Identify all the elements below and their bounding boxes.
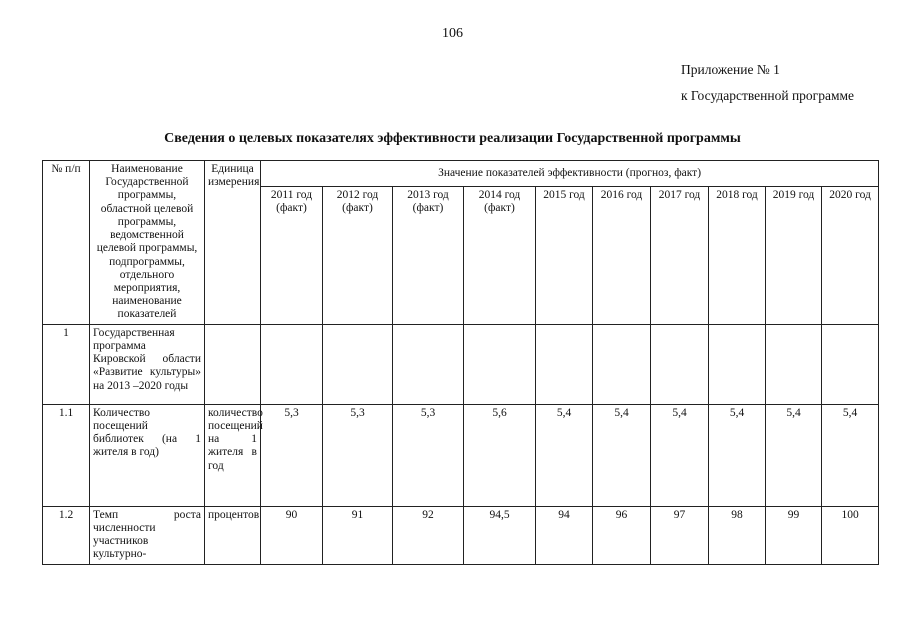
row-value xyxy=(709,324,766,404)
row-name: Количество посещений библиотек (на 1 жителя в год) xyxy=(90,404,205,506)
row-unit: количество посещений на 1 жителя в год xyxy=(205,404,261,506)
row-value xyxy=(822,324,879,404)
row-value xyxy=(593,324,651,404)
row-value xyxy=(393,324,464,404)
indicators-table xyxy=(42,160,879,565)
row-value: 92 xyxy=(393,506,464,564)
document-title: Сведения о целевых показателях эффективности реализации Государственной программы xyxy=(164,131,741,146)
row-value: 5,4 xyxy=(709,404,766,506)
row-value: 5,4 xyxy=(651,404,709,506)
row-value xyxy=(464,324,536,404)
header-name: Наименование Государственной программы, областной целевой программы, ведомственной целевой программы, подпрограммы, отдельного мероприятия, наименование показателей xyxy=(90,161,205,325)
header-number: № п/п xyxy=(43,161,90,325)
row-value xyxy=(766,324,822,404)
header-year: 2018 год xyxy=(709,187,766,325)
row-value: 97 xyxy=(651,506,709,564)
table-row xyxy=(43,324,879,404)
header-year: 2011 год (факт) xyxy=(261,187,323,325)
row-value: 5,4 xyxy=(766,404,822,506)
header-unit: Единица измерения xyxy=(205,161,261,325)
row-number: 1 xyxy=(43,324,90,404)
row-value: 5,4 xyxy=(822,404,879,506)
row-value xyxy=(323,324,393,404)
header-year: 2015 год xyxy=(536,187,593,325)
header-year: 2019 год xyxy=(766,187,822,325)
table-row xyxy=(43,404,879,506)
row-name: Темп роста численности участников культурно- xyxy=(90,506,205,564)
row-value: 5,3 xyxy=(393,404,464,506)
row-value: 5,4 xyxy=(593,404,651,506)
header-year: 2017 год xyxy=(651,187,709,325)
appendix-reference: к Государственной программе xyxy=(681,88,855,103)
appendix-label: Приложение № 1 xyxy=(681,62,780,77)
table-row xyxy=(43,506,879,564)
row-value xyxy=(651,324,709,404)
header-year: 2012 год (факт) xyxy=(323,187,393,325)
header-values: Значение показателей эффективности (прогноз, факт) xyxy=(261,161,879,187)
header-year: 2014 год (факт) xyxy=(464,187,536,325)
header-year: 2020 год xyxy=(822,187,879,325)
header-year: 2013 год (факт) xyxy=(393,187,464,325)
header-year: 2016 год xyxy=(593,187,651,325)
row-unit xyxy=(205,324,261,404)
row-value: 100 xyxy=(822,506,879,564)
row-number: 1.1 xyxy=(43,404,90,506)
row-number: 1.2 xyxy=(43,506,90,564)
row-value: 90 xyxy=(261,506,323,564)
row-value: 96 xyxy=(593,506,651,564)
row-value: 5,3 xyxy=(323,404,393,506)
row-value: 94 xyxy=(536,506,593,564)
row-value: 5,6 xyxy=(464,404,536,506)
row-value: 5,3 xyxy=(261,404,323,506)
page-number: 106 xyxy=(442,26,463,41)
row-value: 91 xyxy=(323,506,393,564)
row-value: 94,5 xyxy=(464,506,536,564)
row-value xyxy=(261,324,323,404)
row-value: 5,4 xyxy=(536,404,593,506)
row-value: 98 xyxy=(709,506,766,564)
row-unit: процентов xyxy=(205,506,261,564)
row-name: Государственная программа Кировской области «Развитие культуры» на 2013 –2020 годы xyxy=(90,324,205,404)
row-value: 99 xyxy=(766,506,822,564)
row-value xyxy=(536,324,593,404)
